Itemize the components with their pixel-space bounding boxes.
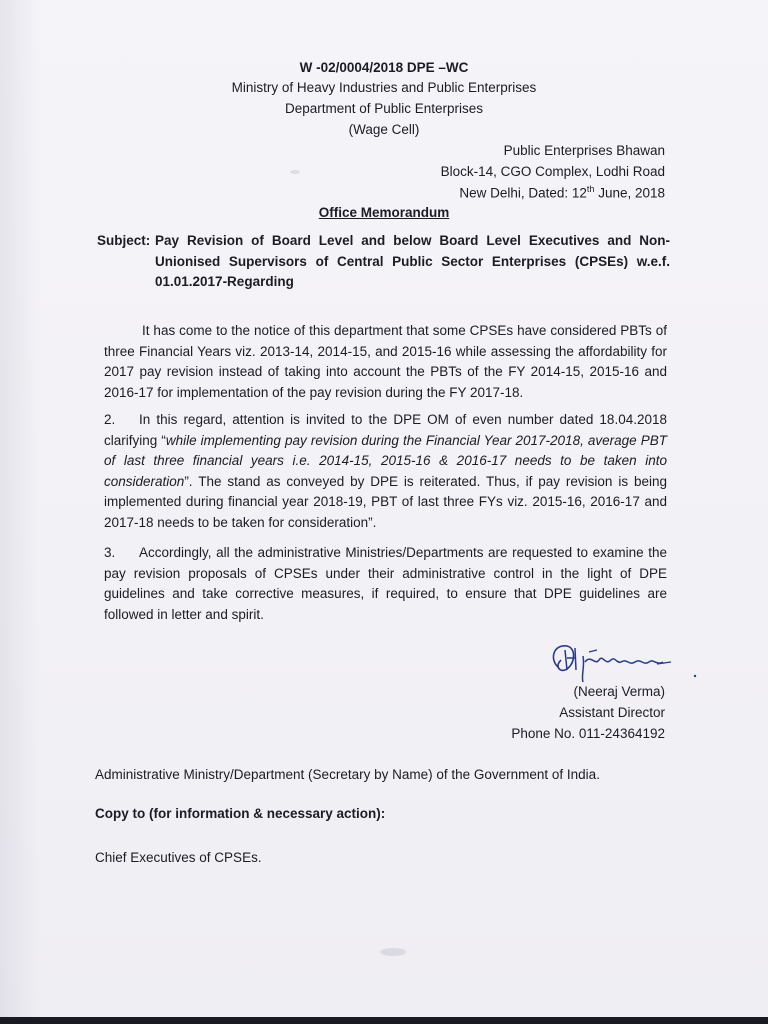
memo-date-prefix: New Delhi, Dated: 12 xyxy=(459,185,587,201)
address-line-2: Block-14, CGO Complex, Lodhi Road xyxy=(440,164,665,179)
copy-to-recipient: Chief Executives of CPSEs. xyxy=(95,850,262,865)
subject-text: Pay Revision of Board Level and below Board Level Executives and Non-Unionised Supervisors of Central Public Sector Enterprises (CPSEs) w.e.f. 01.01.2017-Regarding xyxy=(155,233,670,289)
scan-shadow xyxy=(0,0,40,1024)
signatory-designation: Assistant Director xyxy=(559,705,665,720)
paragraph-2 xyxy=(104,410,667,533)
handwritten-signature xyxy=(545,636,710,686)
memo-title-text: Office Memorandum xyxy=(318,205,450,220)
scan-smudge xyxy=(290,170,300,174)
paragraph-3 xyxy=(104,543,667,625)
copy-to-heading: Copy to (for information & necessary action): xyxy=(95,806,386,821)
paragraph-2-end: ”. The stand as conveyed by DPE is reiterated. Thus, if pay revision is being implemented during financial year 2018-19, PBT of last three FYs viz. 2015-16, 2016-17 and 2017-18 needs to be taken for consideration”. xyxy=(104,473,667,530)
reference-number: W -02/0004/2018 DPE –WC xyxy=(299,60,469,75)
paragraph-1 xyxy=(104,321,667,403)
addressee-line: Administrative Ministry/Department (Secretary by Name) of the Government of India. xyxy=(95,767,600,782)
paragraph-2-quote: while implementing pay revision during the Financial Year 2017-2018, average PBT of last three financial years i.e. 2014-15, 2015-16 & 2016-17 needs to be taken into consideration xyxy=(104,432,667,489)
memo-title xyxy=(0,205,768,220)
scan-bottom-edge xyxy=(0,1017,768,1024)
ministry-name: Ministry of Heavy Industries and Public Enterprises xyxy=(231,80,537,95)
memo-date-suffix: June, 2018 xyxy=(594,185,665,201)
memo-date-sup: th xyxy=(586,184,595,194)
paragraph-3-number: 3. xyxy=(104,545,116,560)
address-line-1: Public Enterprises Bhawan xyxy=(503,143,665,158)
paragraph-2-start: In this regard, attention is invited to the DPE OM of even number dated 18.04.2018 clarifying “ xyxy=(104,412,667,448)
cell-name: (Wage Cell) xyxy=(348,122,420,137)
paragraph-2-number: 2. xyxy=(104,412,116,427)
signatory-phone: Phone No. 011-24364192 xyxy=(511,726,665,741)
department-name: Department of Public Enterprises xyxy=(284,101,484,116)
paragraph-3-text: Accordingly, all the administrative Ministries/Departments are requested to examine the pay revision proposals of CPSEs under their administrative control in the light of DPE guidelines and take corrective measures, if required, to ensure that DPE guidelines are followed in letter and spirit. xyxy=(104,545,667,622)
scan-smudge xyxy=(380,948,406,956)
signatory-name: (Neeraj Verma) xyxy=(573,684,665,699)
paragraph-1-text: It has come to the notice of this department that some CPSEs have considered PBTs of three Financial Years viz. 2013-14, 2014-15, and 2015-16 while assessing the affordability for 2017 pay revision instead of taking into account the PBTs of the FY 2014-15, 2015-16 and 2016-17 for implementation of the pay revision during the FY 2017-18. xyxy=(104,323,667,400)
memo-date xyxy=(459,184,665,201)
subject-block xyxy=(97,231,672,289)
subject-label: Subject: xyxy=(97,233,151,248)
